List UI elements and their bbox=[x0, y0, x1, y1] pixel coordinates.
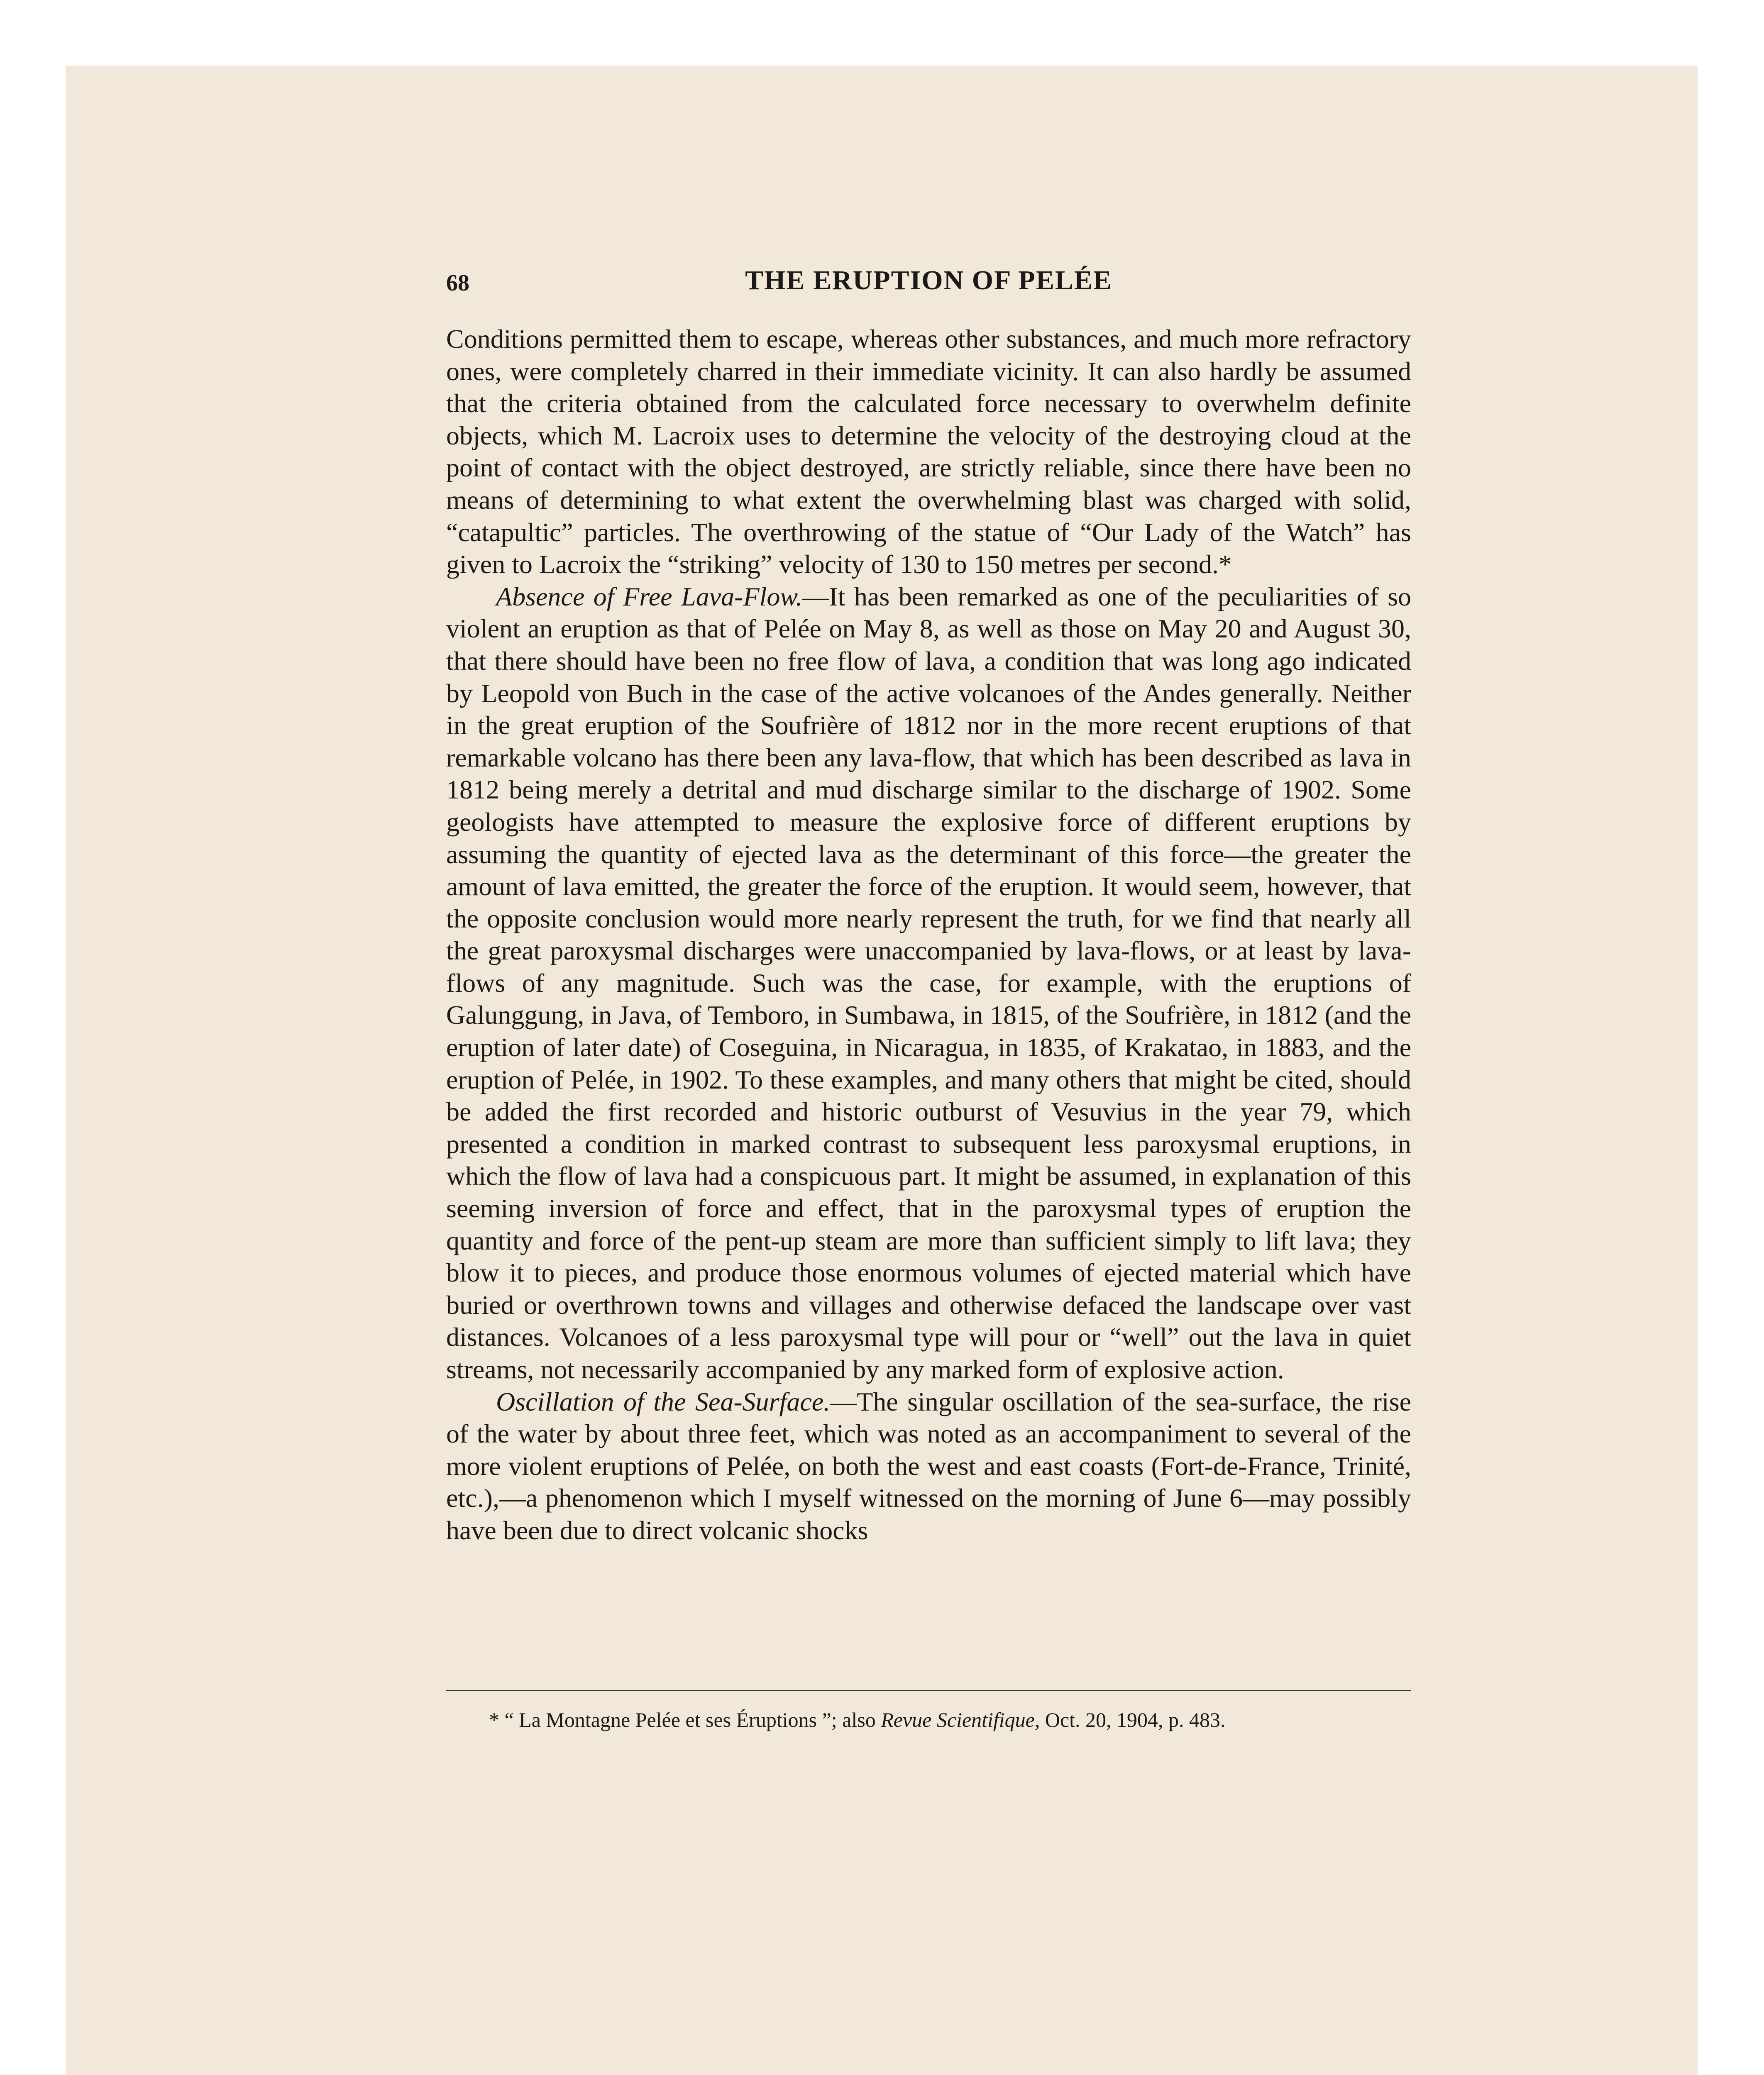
section-heading-oscillation-of-sea-surface: Oscillation of the Sea-Surface. bbox=[496, 1387, 831, 1416]
body-text bbox=[446, 323, 1411, 1547]
running-title: THE ERUPTION OF PELÉE bbox=[745, 265, 1112, 295]
paragraph-absence-text: —It has been remarked as one of the peculiarities of so violent an eruption as that of Pelée on May 8, as well as those on May 20 and August 30, that there should have been no free flow of lava, a condition that was long ago indicated by Leopold von Buch in the case of the active volcanoes of the Andes generally. Neither in the great eruption of the Soufrière of 1812 nor in the more recent eruptions of that remarkable volcano has there been any lava-flow, that which has been described as lava in 1812 being merely a detrital and mud discharge similar to the discharge of 1902. Some geologists have attempted to measure the explosive force of different eruptions by assuming the quantity of ejected lava as the determinant of this force—the greater the amount of lava emitted, the greater the force of the eruption. It would seem, however, that the opposite conclusion would more nearly represent the truth, for we find that nearly all the great paroxysmal discharges were unaccompanied by lava-flows, or at least by lava-flows of any magnitude. Such was the case, for example, with the eruptions of Galunggung, in Java, of Temboro, in Sumbawa, in 1815, of the Soufrière, in 1812 (and the eruption of later date) of Coseguina, in Nicaragua, in 1835, of Krakatao, in 1883, and the eruption of Pelée, in 1902. To these examples, and many others that might be cited, should be added the first recorded and historic outburst of Vesuvius in the year 79, which presented a condition in marked contrast to subsequent less paroxysmal eruptions, in which the flow of lava had a conspicuous part. It might be assumed, in explanation of this seeming inversion of force and effect, that in the paroxysmal types of eruption the quantity and force of the pent-up steam are more than sufficient simply to lift lava; they blow it to pieces, and produce those enormous volumes of ejected material which have buried or overthrown towns and villages and otherwise defaced the landscape over vast distances. Volcanoes of a less paroxysmal type will pour or “well” out the lava in quiet streams, not necessarily accompanied by any marked form of explosive action. bbox=[446, 581, 1412, 1384]
footnote-text: “ La Montagne Pelée et ses Éruptions ”; also bbox=[504, 1708, 881, 1731]
page-header bbox=[446, 261, 1411, 298]
footnote-marker: * bbox=[489, 1708, 505, 1731]
page-number: 68 bbox=[446, 270, 469, 296]
footnote-rule bbox=[446, 1690, 1411, 1691]
paragraph-conditions: Conditions permitted them to escape, whereas other substances, and much more refractory ones, were completely charred in their immediate vicinity. It can also hardly be assumed that the criteria obtained from the calculated force necessary to overwhelm definite objects, which M. Lacroix uses to determine the velocity of the destroying cloud at the point of contact with the object destroyed, are strictly reliable, since there have been no means of determining to what extent the overwhelming blast was charged with solid, “catapultic” particles. The overthrowing of the statue of “Our Lady of the Watch” has given to Lacroix the “striking” velocity of 130 to 150 metres per second.* bbox=[446, 324, 1411, 579]
paragraph-sea-surface bbox=[446, 1386, 1411, 1547]
paragraph-absence-of-lava-flow bbox=[446, 581, 1411, 1386]
paragraph-sea-surface-text: —The singular oscillation of the sea-surface, the rise of the water by about three feet, which was noted as an accompaniment to several of the more violent eruptions of Pelée, on both the west and east coasts (Fort-de-France, Trinité, etc.),—a phenomenon which I myself witnessed on the morning of June 6—may possibly have been due to direct volcanic shocks bbox=[446, 1387, 1412, 1545]
footnote-journal: Revue Scientifique, bbox=[881, 1708, 1040, 1731]
footnote-date: Oct. 20, 1904, p. 483. bbox=[1040, 1708, 1226, 1731]
footnote bbox=[489, 1706, 1415, 1733]
section-heading-absence-of-free-lava-flow: Absence of Free Lava-Flow. bbox=[496, 581, 803, 611]
